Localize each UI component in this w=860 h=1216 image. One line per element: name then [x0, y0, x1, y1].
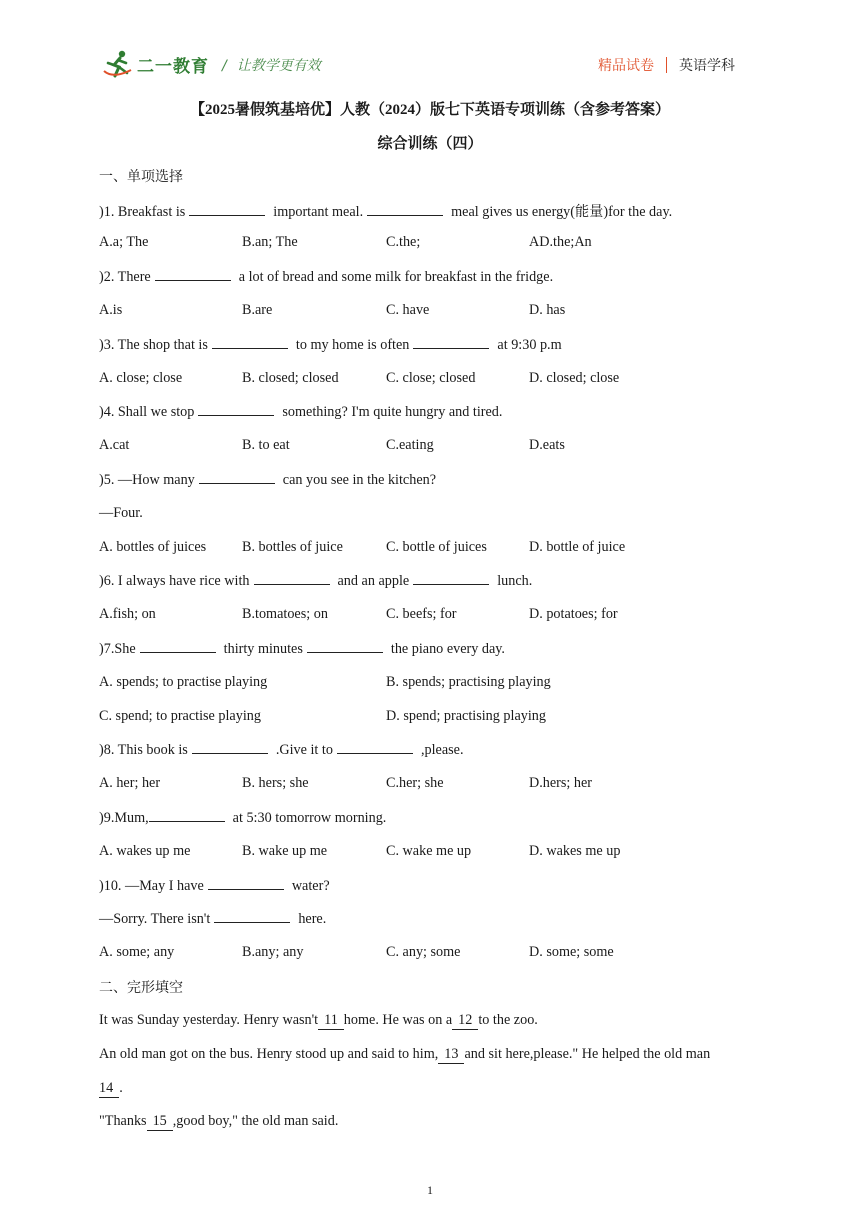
question-6: [99, 572, 532, 590]
question-8: [99, 741, 464, 759]
answer-blank: [140, 640, 216, 653]
header-right: [598, 55, 735, 75]
question-9: [99, 809, 386, 827]
q8-text-a: )8. This book is: [99, 742, 188, 758]
q3-option-a: A. close; close: [99, 370, 183, 386]
q8-option-c: C.her; she: [386, 775, 444, 791]
cloze-line-1: [99, 1012, 538, 1030]
q4-option-c: C.eating: [386, 437, 434, 453]
answer-blank: [413, 336, 489, 349]
q5-answer-line: —Four.: [99, 505, 143, 521]
answer-blank: [254, 572, 330, 585]
q1-text-b: important meal.: [273, 204, 364, 220]
answer-blank: [214, 910, 290, 923]
q2-text-b: a lot of bread and some milk for breakfast in the fridge.: [238, 269, 554, 285]
q3-option-b: B. closed; closed: [242, 370, 339, 386]
q7-option-b: B. spends; practising playing: [386, 674, 551, 690]
document-subtitle: 综合训练（四）: [377, 136, 483, 152]
q5-option-a: A. bottles of juices: [99, 539, 207, 555]
answer-blank: [307, 640, 383, 653]
q3-option-d: D. closed; close: [529, 370, 620, 386]
q6-text-a: )6. I always have rice with: [99, 573, 250, 589]
q1-text-a: )1. Breakfast is: [99, 204, 186, 220]
cloze-blank-14: 14: [99, 1080, 119, 1098]
q6-text-b: and an apple: [337, 573, 410, 589]
q1-option-b: B.an; The: [242, 234, 298, 250]
question-3: [99, 336, 562, 354]
subject-label: 英语学科: [679, 58, 735, 74]
answer-blank: [189, 203, 265, 216]
q5-text-a: )5. —How many: [99, 472, 195, 488]
q7-text-b: thirty minutes: [223, 641, 303, 657]
answer-blank: [155, 268, 231, 281]
q5-option-c: C. bottle of juices: [386, 539, 487, 555]
cloze-blank-13: 13: [438, 1046, 464, 1064]
q8-option-a: A. her; her: [99, 775, 161, 791]
answer-blank: [149, 809, 225, 822]
premium-label: 精品试卷: [598, 58, 654, 74]
answer-blank: [413, 572, 489, 585]
runner-logo-icon: [103, 49, 133, 79]
q7-text-a: )7.She: [99, 641, 136, 657]
cloze-blank-11: 11: [318, 1012, 344, 1030]
q8-option-d: D.hers; her: [529, 775, 593, 791]
answer-blank: [337, 741, 413, 754]
cloze-text: and sit here,please." He helped the old man: [464, 1046, 711, 1062]
cloze-text: to the zoo.: [478, 1012, 538, 1028]
q3-option-c: C. close; closed: [386, 370, 476, 386]
slogan-text: 让教学更有效: [236, 58, 321, 74]
question-2: [99, 268, 553, 286]
q4-option-b: B. to eat: [242, 437, 290, 453]
q5-text-b: can you see in the kitchen?: [282, 472, 437, 488]
question-10: [99, 877, 330, 895]
header-divider: [666, 57, 667, 73]
section-heading-2: 二、完形填空: [99, 980, 183, 996]
cloze-text: "Thanks: [99, 1113, 147, 1129]
q10-option-c: C. any; some: [386, 944, 461, 960]
section-heading-1: 一、单项选择: [99, 169, 183, 185]
q4-option-d: D.eats: [529, 437, 565, 453]
q6-option-c: C. beefs; for: [386, 606, 457, 622]
answer-blank: [212, 336, 288, 349]
page-header: [0, 0, 860, 90]
q2-option-c: C. have: [386, 302, 430, 318]
q9-text-a: )9.Mum,: [99, 810, 149, 826]
q6-option-b: B.tomatoes; on: [242, 606, 328, 622]
q9-option-a: A. wakes up me: [99, 843, 191, 859]
answer-blank: [208, 877, 284, 890]
q9-option-d: D. wakes me up: [529, 843, 621, 859]
q7-option-a: A. spends; to practise playing: [99, 674, 268, 690]
answer-blank: [367, 203, 443, 216]
cloze-text: .: [119, 1080, 123, 1096]
question-5: [99, 471, 436, 489]
logo-text: 二一教育: [137, 56, 209, 77]
q5-option-b: B. bottles of juice: [242, 539, 343, 555]
q9-option-c: C. wake me up: [386, 843, 472, 859]
cloze-text: home. He was on a: [343, 1012, 453, 1028]
q7-option-c: C. spend; to practise playing: [99, 708, 261, 724]
q2-option-b: B.are: [242, 302, 273, 318]
q2-option-d: D. has: [529, 302, 566, 318]
q1-text-c: meal gives us energy(能量)for the day.: [451, 204, 673, 220]
q8-text-c: ,please.: [420, 742, 464, 758]
question-7: [99, 640, 505, 658]
document-title: 【2025暑假筑基培优】人教（2024）版七下英语专项训练（含参考答案）: [189, 102, 670, 118]
answer-blank: [198, 403, 274, 416]
question-1: [99, 201, 672, 221]
q7-text-c: the piano every day.: [390, 641, 505, 657]
q6-text-c: lunch.: [497, 573, 533, 589]
cloze-blank-15: 15: [147, 1113, 173, 1131]
cloze-text: An old man got on the bus. Henry stood up and said to him,: [99, 1046, 439, 1062]
q2-text-a: )2. There: [99, 269, 151, 285]
q9-text-b: at 5:30 tomorrow morning.: [232, 810, 387, 826]
answer-blank: [192, 741, 268, 754]
q10-text-b: water?: [291, 878, 330, 894]
q3-text-c: at 9:30 p.m: [497, 337, 562, 353]
page-number: 1: [427, 1183, 433, 1197]
q9-option-b: B. wake up me: [242, 843, 328, 859]
q10-text-c: —Sorry. There isn't: [99, 911, 211, 927]
q2-option-a: A.is: [99, 302, 123, 318]
q6-option-d: D. potatoes; for: [529, 606, 618, 622]
q7-option-d: D. spend; practising playing: [386, 708, 546, 724]
q4-text-b: something? I'm quite hungry and tired.: [282, 404, 503, 420]
cloze-blank-12: 12: [452, 1012, 478, 1030]
logo: [103, 48, 209, 80]
answer-blank: [199, 471, 275, 484]
question-4: [99, 403, 502, 421]
q8-option-b: B. hers; she: [242, 775, 309, 791]
q8-text-b: .Give it to: [275, 742, 333, 758]
cloze-text: It was Sunday yesterday. Henry wasn't: [99, 1012, 319, 1028]
q4-option-a: A.cat: [99, 437, 130, 453]
q1-option-c: C.the;: [386, 234, 421, 250]
q10-text-d: here.: [298, 911, 327, 927]
q10-answer-line: [99, 910, 326, 928]
q10-option-a: A. some; any: [99, 944, 175, 960]
q10-option-b: B.any; any: [242, 944, 304, 960]
cloze-line-4: [99, 1113, 338, 1131]
q1-option-a: A.a; The: [99, 234, 149, 250]
q10-text-a: )10. —May I have: [99, 878, 204, 894]
q6-option-a: A.fish; on: [99, 606, 156, 622]
cloze-text: ,good boy," the old man said.: [172, 1113, 339, 1129]
q3-text-a: )3. The shop that is: [99, 337, 208, 353]
q4-text-a: )4. Shall we stop: [99, 404, 195, 420]
q10-option-d: D. some; some: [529, 944, 614, 960]
q5-option-d: D. bottle of juice: [529, 539, 626, 555]
cloze-line-3: [99, 1080, 123, 1098]
cloze-line-2: [99, 1046, 710, 1064]
slogan: / 让教学更有效: [222, 58, 321, 74]
q1-option-d: AD.the;An: [529, 234, 592, 250]
q3-text-b: to my home is often: [295, 337, 410, 353]
